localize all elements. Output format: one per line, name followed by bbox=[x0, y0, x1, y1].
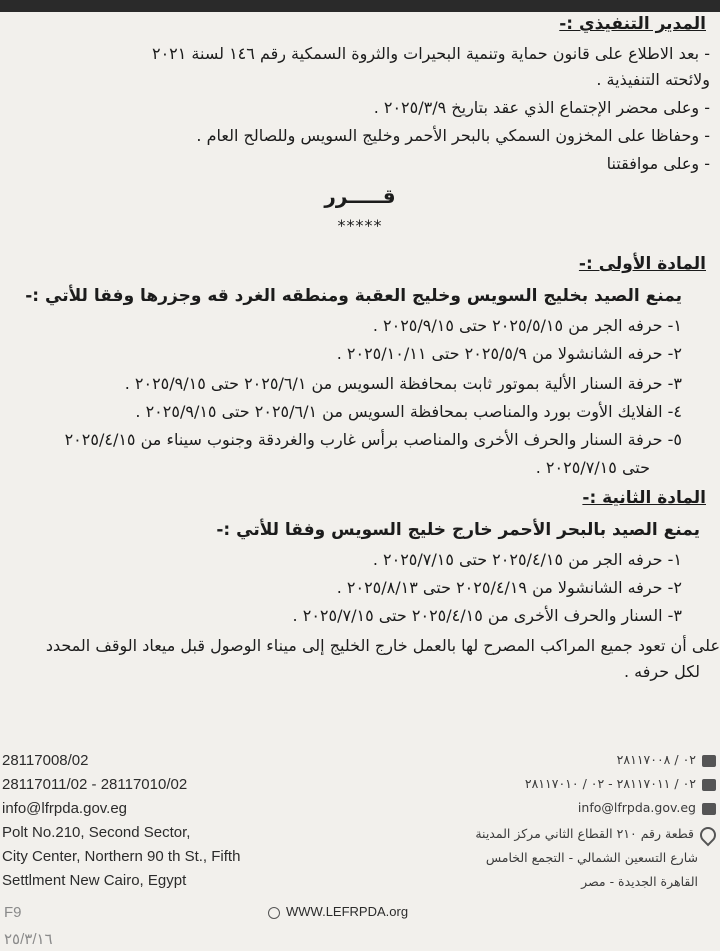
email-icon bbox=[702, 803, 716, 815]
intro-line-1: - بعد الاطلاع على قانون حماية وتنمية البحيرات والثروة السمكية رقم ١٤٦ لسنة ٢٠٢١ bbox=[151, 44, 710, 63]
location-pin-icon bbox=[697, 823, 720, 846]
footer-address-ar-3: القاهرة الجديدة - مصر bbox=[581, 874, 698, 889]
article-2-note: على أن تعود جميع المراكب المصرح لها بالعمل خارج الخليج إلى ميناء الوصول قبل ميعاد الوقف المحدد bbox=[45, 636, 720, 655]
footer-phones-ar-text: ٠٢ / ٢٨١١٧٠١١ - ٠٢ / ٢٨١١٧٠١٠ bbox=[524, 776, 696, 791]
intro-line-2: - وعلى محضر الإجتماع الذي عقد بتاريخ ٢٠٢٥/٣/٩ . bbox=[373, 98, 710, 117]
intro-line-3: - وحفاظا على المخزون السمكي بالبحر الأحمر وخليج السويس وللصالح العام . bbox=[196, 126, 710, 145]
executive-director-heading: المدير التنفيذي :- bbox=[559, 14, 706, 34]
web-icon bbox=[268, 907, 280, 919]
fax-icon bbox=[702, 755, 716, 767]
stamp-code: F9 bbox=[4, 904, 22, 921]
article-1-item: ٣- حرفة السنار الألية بموتور ثابت بمحافظة السويس من ٢٠٢٥/٦/١ حتى ٢٠٢٥/٩/١٥ . bbox=[124, 374, 682, 393]
decision-stars: ***** bbox=[337, 216, 383, 235]
footer-address-ar-1-text: قطعة رقم ٢١٠ القطاع الثاني مركز المدينة bbox=[475, 826, 694, 841]
stamp-date: ٢٥/٣/١٦ bbox=[4, 931, 53, 948]
phone-icon bbox=[702, 779, 716, 791]
footer-address-ar-2: شارع التسعين الشمالي - التجمع الخامس bbox=[485, 850, 698, 865]
footer-address-en-3: Settlment New Cairo, Egypt bbox=[2, 872, 187, 889]
footer-email-ar-text: info@lfrpda.gov.eg bbox=[577, 800, 696, 815]
footer-website-text[interactable]: WWW.LEFRPDA.org bbox=[286, 904, 409, 919]
footer-fax-ar-text: ٠٢ / ٢٨١١٧٠٠٨ bbox=[616, 752, 696, 767]
footer-phones-ar bbox=[525, 776, 716, 791]
article-2-lead: يمنع الصيد بالبحر الأحمر خارج خليج السويس وفقا للأتي :- bbox=[216, 520, 700, 540]
article-2-item: ٣- السنار والحرف الأخرى من ٢٠٢٥/٤/١٥ حتى ٢٠٢٥/٧/١٥ . bbox=[292, 606, 682, 625]
footer-address-ar-1 bbox=[475, 826, 716, 843]
top-dark-band bbox=[0, 0, 720, 12]
footer-email-en: info@lfrpda.gov.eg bbox=[2, 800, 128, 817]
footer-fax-en: 28117008/02 bbox=[2, 752, 89, 769]
article-1-lead: يمنع الصيد بخليج السويس وخليج العقبة ومنطقه الغرد قه وجزرها وفقا للأتي :- bbox=[25, 286, 682, 306]
article-1-item-5-continued: حتى ٢٠٢٥/٧/١٥ . bbox=[535, 458, 650, 477]
article-2-item: ٢- حرفه الشانشولا من ٢٠٢٥/٤/١٩ حتى ٢٠٢٥/٨/١٣ . bbox=[336, 578, 682, 597]
footer-fax-ar bbox=[617, 752, 716, 767]
footer-email-ar bbox=[578, 800, 716, 815]
article-2-note-continued: لكل حرفه . bbox=[623, 662, 700, 681]
article-1-item: ٢- حرفه الشانشولا من ٢٠٢٥/٥/٩ حتى ٢٠٢٥/١٠/١١ . bbox=[336, 344, 682, 363]
footer-phones-en: 28117011/02 - 28117010/02 bbox=[2, 776, 188, 793]
intro-line-4: - وعلى موافقتنا bbox=[606, 154, 710, 173]
footer-address-en-2: City Center, Northern 90 th St., Fifth bbox=[2, 848, 241, 865]
article-1-item: ٤- الفلايك الأوت بورد والمناصب بمحافظة السويس من ٢٠٢٥/٦/١ حتى ٢٠٢٥/٩/١٥ . bbox=[135, 402, 682, 421]
footer-website[interactable] bbox=[268, 904, 408, 919]
article-1-title: المادة الأولى :- bbox=[578, 254, 706, 274]
decision-title: قـــــرر bbox=[324, 184, 396, 208]
article-2-item: ١- حرفه الجر من ٢٠٢٥/٤/١٥ حتى ٢٠٢٥/٧/١٥ . bbox=[372, 550, 682, 569]
article-2-title: المادة الثانية :- bbox=[582, 488, 706, 508]
intro-line-1b: ولائحته التنفيذية . bbox=[596, 70, 710, 89]
article-1-item: ١- حرفه الجر من ٢٠٢٥/٥/١٥ حتى ٢٠٢٥/٩/١٥ . bbox=[372, 316, 682, 335]
article-1-item: ٥- حرفة السنار والحرف الأخرى والمناصب برأس غارب والغردقة وجنوب سيناء من ٢٠٢٥/٤/١٥ bbox=[64, 430, 682, 449]
footer-address-en-1: Polt No.210, Second Sector, bbox=[2, 824, 191, 841]
